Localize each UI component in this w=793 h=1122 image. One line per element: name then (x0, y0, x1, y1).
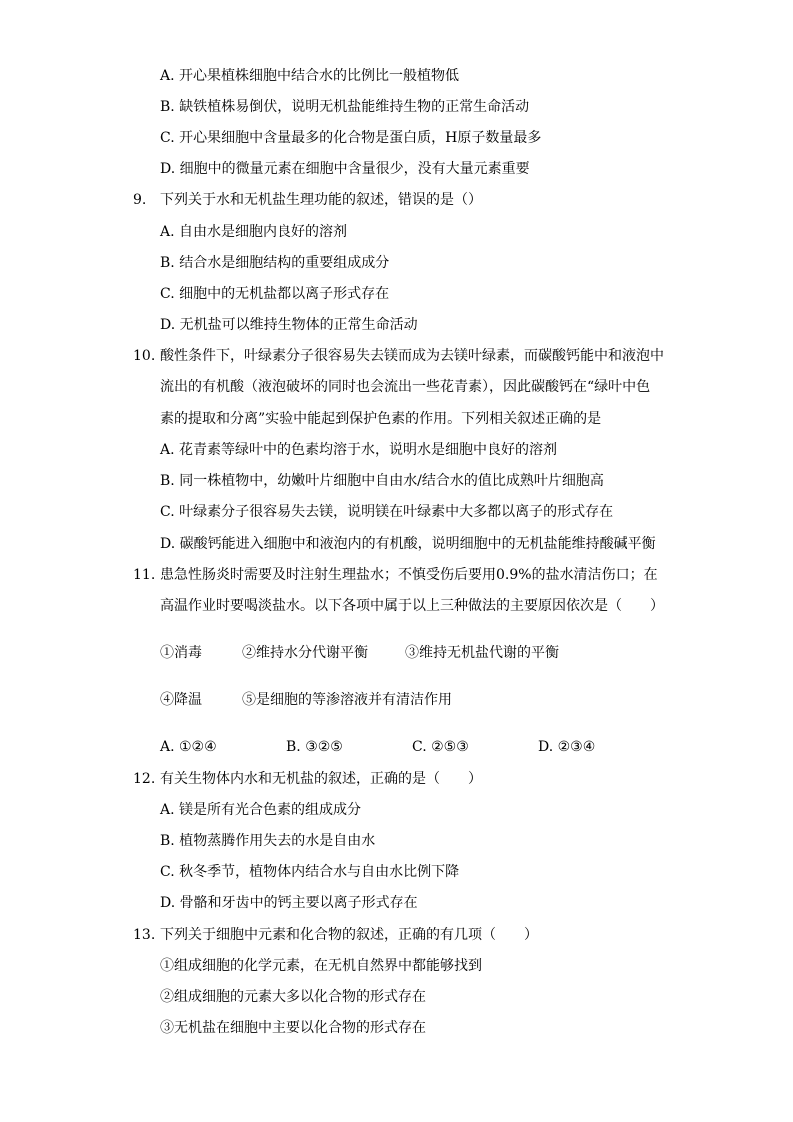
q8-option-d: D. 细胞中的微量元素在细胞中含量很少，没有大量元素重要 (160, 161, 530, 177)
q9-option-b: B. 结合水是细胞结构的重要组成成分 (160, 255, 390, 271)
q10-stem-line-1: 酸性条件下，叶绿素分子很容易失去镁而成为去镁叶绿素，而碳酸钙能中和液泡中 (160, 348, 664, 364)
q13-statement-1: ①组成细胞的化学元素，在无机自然界中都能够找到 (160, 958, 482, 974)
q13-number: 13. (133, 927, 156, 943)
q13-statement-2: ②组成细胞的元素大多以化合物的形式存在 (160, 989, 426, 1005)
q9-stem: 下列关于水和无机盐生理功能的叙述，错误的是（） (160, 192, 482, 208)
q10-option-b: B. 同一株植物中，幼嫩叶片细胞中自由水/结合水的值比成熟叶片细胞高 (160, 473, 604, 489)
q13-statement-3: ③无机盐在细胞中主要以化合物的形式存在 (160, 1020, 426, 1036)
q11-option-a: A. ①②④ (160, 739, 217, 755)
q12-option-b: B. 植物蒸腾作用失去的水是自由水 (160, 833, 376, 849)
q12-option-a: A. 镁是所有光合色素的组成成分 (160, 802, 362, 818)
q8-option-c: C. 开心果细胞中含量最多的化合物是蛋白质，H原子数量最多 (160, 130, 542, 146)
q11-item-5: ⑤是细胞的等渗溶液并有清洁作用 (242, 692, 452, 708)
q8-option-b: B. 缺铁植株易倒伏，说明无机盐能维持生物的正常生命活动 (160, 99, 530, 115)
q12-option-c: C. 秋冬季节，植物体内结合水与自由水比例下降 (160, 864, 460, 880)
q9-option-a: A. 自由水是细胞内良好的溶剂 (160, 224, 348, 240)
q10-option-c: C. 叶绿素分子很容易失去镁，说明镁在叶绿素中大多都以离子的形式存在 (160, 504, 614, 520)
q11-item-2: ②维持水分代谢平衡 (242, 645, 368, 661)
q10-option-d: D. 碳酸钙能进入细胞中和液泡内的有机酸，说明细胞中的无机盐能维持酸碱平衡 (160, 536, 656, 552)
q12-stem: 有关生物体内水和无机盐的叙述，正确的是（ ） (160, 771, 482, 787)
q10-number: 10. (133, 348, 156, 364)
q9-option-d: D. 无机盐可以维持生物体的正常生命活动 (160, 317, 418, 333)
q9-option-c: C. 细胞中的无机盐都以离子形式存在 (160, 286, 390, 302)
q11-option-b: B. ③②⑤ (286, 739, 343, 755)
q9-number: 9. (133, 192, 147, 208)
q8-option-a: A. 开心果植株细胞中结合水的比例比一般植物低 (160, 68, 460, 84)
q11-item-4: ④降温 (160, 692, 202, 708)
q10-option-a: A. 花青素等绿叶中的色素均溶于水，说明水是细胞中良好的溶剂 (160, 442, 558, 458)
q11-number: 11. (133, 567, 156, 583)
q12-option-d: D. 骨骼和牙齿中的钙主要以离子形式存在 (160, 895, 418, 911)
q11-stem-line-1: 患急性肠炎时需要及时注射生理盐水；不慎受伤后要用0.9%的盐水清洁伤口；在 (160, 567, 658, 583)
q13-stem: 下列关于细胞中元素和化合物的叙述，正确的有几项（ ） (160, 927, 538, 943)
q11-option-c: C. ②⑤③ (412, 739, 469, 755)
q11-option-d: D. ②③④ (538, 739, 596, 755)
q11-item-3: ③维持无机盐代谢的平衡 (405, 645, 559, 661)
q11-item-1: ①消毒 (160, 645, 202, 661)
q12-number: 12. (133, 771, 156, 787)
q10-stem-line-2: 流出的有机酸（液泡破坏的同时也会流出一些花青素），因此碳酸钙在“绿叶中色 (160, 379, 651, 395)
q10-stem-line-3: 素的提取和分离”实验中能起到保护色素的作用。下列相关叙述正确的是 (160, 411, 602, 427)
q11-stem-line-2: 高温作业时要喝淡盐水。以下各项中属于以上三种做法的主要原因依次是（ ） (160, 598, 664, 614)
